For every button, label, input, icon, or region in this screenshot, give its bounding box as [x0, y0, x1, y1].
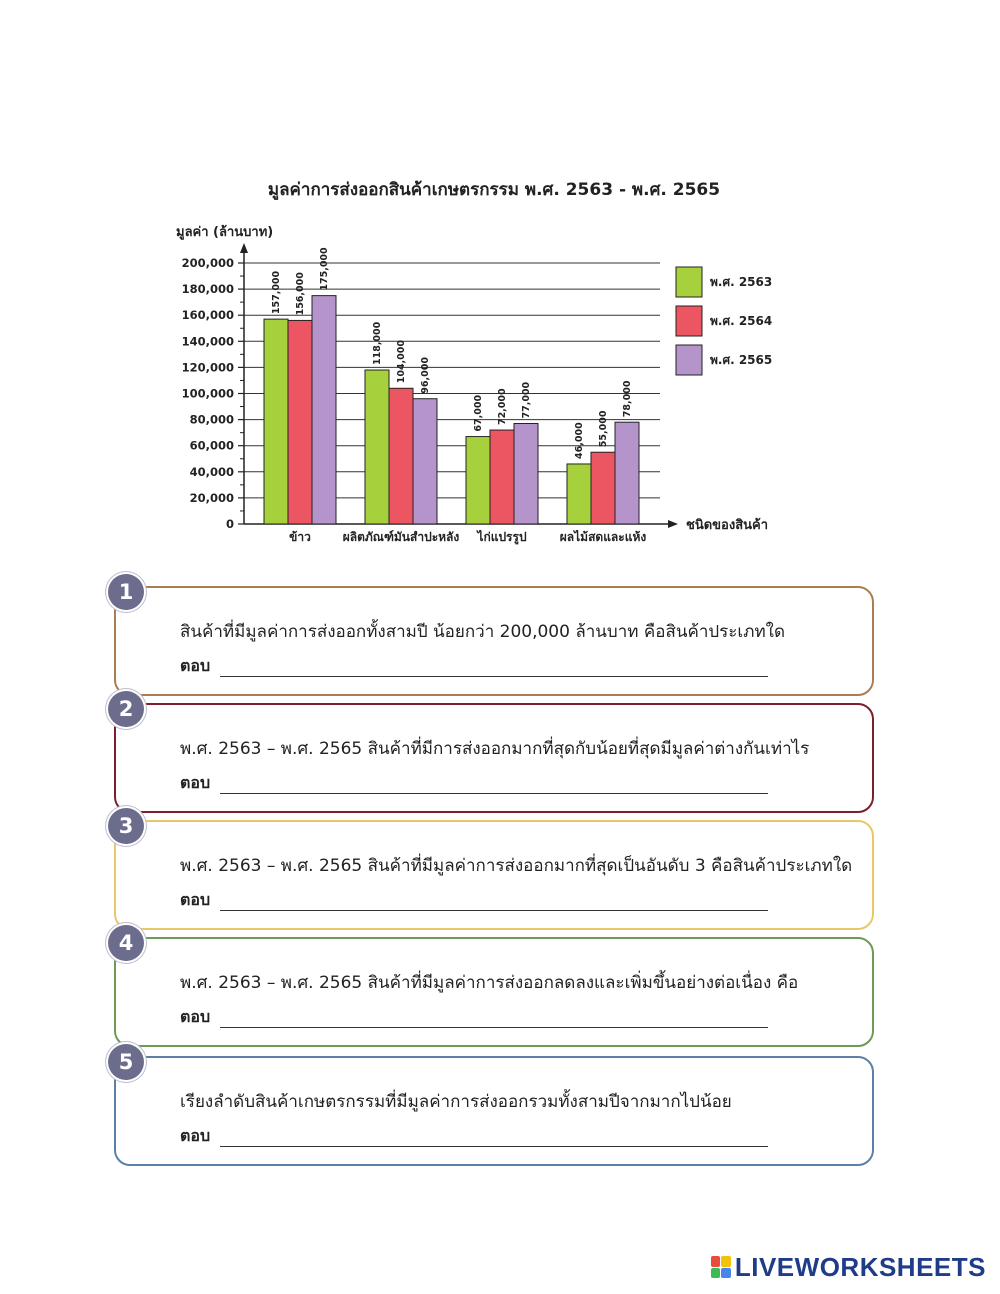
bar-chart: [0, 0, 1000, 560]
answer-label: ตอบ: [180, 773, 211, 792]
answer-input[interactable]: [220, 910, 768, 911]
legend-label: พ.ศ. 2564: [710, 314, 773, 328]
y-tick-label: 0: [225, 517, 234, 531]
data-label: 157,000: [271, 270, 282, 315]
question-card: [114, 697, 874, 813]
legend-swatch: [676, 306, 702, 336]
x-tick-label: ข้าว: [289, 530, 311, 544]
bar: [264, 319, 288, 524]
x-axis-arrow: [668, 520, 678, 528]
y-tick-label: 160,000: [181, 308, 234, 323]
y-axis-arrow: [240, 243, 248, 253]
liveworksheets-logo: [711, 1252, 986, 1282]
bar: [591, 452, 615, 524]
question-card: [114, 580, 874, 696]
question-text: พ.ศ. 2563 – พ.ศ. 2565 สินค้าที่มีมูลค่าการส่งออกมากที่สุดเป็นอันดับ 3 คือสินค้าประเภทใด: [180, 856, 853, 876]
bar: [466, 437, 490, 524]
data-label: 175,000: [319, 247, 330, 291]
bars: [264, 247, 639, 524]
question-text: เรียงลำดับสินค้าเกษตรกรรมที่มีมูลค่าการส่งออกรวมทั้งสามปีจากมากไปน้อย: [180, 1092, 732, 1112]
bar: [288, 320, 312, 524]
y-tick-label: 60,000: [189, 438, 234, 453]
bar: [365, 370, 389, 524]
legend-label: พ.ศ. 2565: [710, 353, 773, 367]
answer-input[interactable]: [220, 1146, 768, 1147]
data-label: 118,000: [372, 321, 383, 366]
y-tick-label: 180,000: [181, 282, 234, 297]
legend: [676, 267, 772, 375]
question-number-badge: 2: [108, 691, 144, 727]
x-tick-label: ไก่แปรรูป: [477, 530, 527, 544]
data-label: 156,000: [295, 272, 306, 316]
data-label: 46,000: [574, 422, 585, 459]
data-label: 72,000: [497, 388, 508, 426]
brand-name: LIVEWORKSHEETS: [734, 1251, 986, 1282]
bar: [615, 422, 639, 524]
answer-input[interactable]: [220, 793, 768, 794]
bar: [413, 399, 437, 524]
y-axis-label: มูลค่า (ล้านบาท): [176, 225, 274, 240]
question-text: พ.ศ. 2563 – พ.ศ. 2565 สินค้าที่มีการส่งออกมากที่สุดกับน้อยที่สุดมีมูลค่าต่างกันเท่าไร: [180, 739, 810, 759]
bar: [389, 388, 413, 524]
answer-label: ตอบ: [180, 656, 211, 675]
answer-label: ตอบ: [180, 1126, 211, 1145]
question-card: [114, 931, 874, 1047]
bar: [490, 430, 514, 524]
question-number-badge: 5: [108, 1044, 144, 1080]
question-number-badge: 4: [108, 925, 144, 961]
y-tick-label: 80,000: [189, 412, 234, 427]
data-label: 55,000: [598, 410, 609, 448]
x-axis-label: ชนิดของสินค้า: [686, 518, 769, 533]
legend-swatch: [676, 267, 702, 297]
question-card: [114, 814, 874, 930]
answer-input[interactable]: [220, 676, 768, 677]
bar: [514, 424, 538, 524]
legend-label: พ.ศ. 2563: [710, 275, 773, 289]
bar: [312, 296, 336, 524]
data-label: 96,000: [420, 357, 431, 394]
question-number-badge: 3: [108, 808, 144, 844]
answer-input[interactable]: [220, 1027, 768, 1028]
legend-swatch: [676, 345, 702, 375]
question-text: สินค้าที่มีมูลค่าการส่งออกทั้งสามปี น้อยกว่า 200,000 ล้านบาท คือสินค้าประเภทใด: [180, 622, 785, 642]
y-tick-label: 40,000: [189, 464, 234, 479]
data-label: 78,000: [622, 380, 633, 418]
question-card: [114, 1050, 874, 1166]
bar: [567, 464, 591, 524]
y-tick-label: 100,000: [181, 386, 234, 401]
y-tick-label: 200,000: [181, 256, 234, 270]
question-text: พ.ศ. 2563 – พ.ศ. 2565 สินค้าที่มีมูลค่าการส่งออกลดลงและเพิ่มขึ้นอย่างต่อเนื่อง คือ: [180, 973, 799, 993]
x-tick-label: ผลไม้สดและแห้ง: [559, 530, 647, 544]
data-label: 67,000: [473, 394, 484, 432]
y-tick-label: 140,000: [181, 334, 234, 349]
chart-title: มูลค่าการส่งออกสินค้าเกษตรกรรม พ.ศ. 2563 - พ.ศ. 2565: [267, 180, 721, 200]
answer-label: ตอบ: [180, 1007, 211, 1026]
y-tick-label: 20,000: [189, 490, 234, 505]
logo-icon: [711, 1256, 731, 1278]
data-label: 77,000: [521, 381, 532, 419]
answer-label: ตอบ: [180, 890, 211, 909]
y-tick-label: 120,000: [181, 360, 234, 375]
x-tick-label: ผลิตภัณฑ์มันสำปะหลัง: [342, 530, 460, 544]
data-label: 104,000: [396, 339, 407, 384]
question-number-badge: 1: [108, 574, 144, 610]
